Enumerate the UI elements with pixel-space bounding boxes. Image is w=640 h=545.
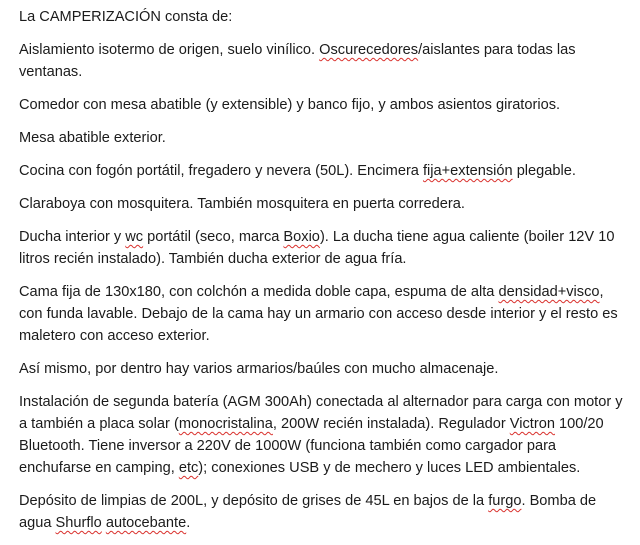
spellcheck-flagged-word: Boxio xyxy=(283,229,320,245)
text-segment: La CAMPERIZACIÓN consta de: xyxy=(19,9,233,25)
text-segment: Así mismo, por dentro hay varios armarios/baúles con mucho almacenaje. xyxy=(19,361,499,377)
paragraph xyxy=(19,39,631,83)
spellcheck-flagged-word: densidad+visco xyxy=(498,284,600,300)
document-heading xyxy=(19,6,631,28)
text-segment: , con funda lavable. Debajo de la cama hay un armario con acceso desde interior y el resto es maletero con acceso exterior. xyxy=(19,284,618,344)
paragraph xyxy=(19,193,631,215)
text-segment: , 200W recién instalada). Regulador xyxy=(272,416,510,432)
paragraph xyxy=(19,358,631,380)
text-segment: Comedor con mesa abatible (y extensible) y banco fijo, y ambos asientos giratorios. xyxy=(19,97,561,113)
text-segment: 100/20 Bluetooth. Tiene inversor a 220V de 1000W (funciona también como cargador para enchufarse en camping, xyxy=(19,416,604,476)
text-segment: ); conexiones USB y de mechero y luces LED ambientales. xyxy=(198,460,581,476)
text-segment: plegable. xyxy=(512,163,576,179)
text-segment: /aislantes para todas las ventanas. xyxy=(19,42,576,80)
spellcheck-flagged-word: Shurflo xyxy=(55,515,102,531)
document-body xyxy=(19,6,631,545)
text-segment: Mesa abatible exterior. xyxy=(19,130,166,146)
text-segment: . xyxy=(186,515,191,531)
spellcheck-flagged-word: etc xyxy=(178,460,199,476)
text-segment: Ducha interior y xyxy=(19,229,126,245)
paragraph xyxy=(19,94,631,116)
text-segment: . Bomba de agua xyxy=(19,493,597,531)
text-segment: Depósito de limpias de 200L, y depósito de grises de 45L en bajos de la xyxy=(19,493,489,509)
paragraph xyxy=(19,281,631,347)
paragraph xyxy=(19,127,631,149)
text-segment: Instalación de segunda batería (AGM 300Ah) conectada al alternador para carga con motor y a también a placa solar ( xyxy=(19,394,623,432)
text-segment: portátil (seco, marca xyxy=(143,229,284,245)
spellcheck-flagged-word: monocristalina xyxy=(178,416,273,432)
text-segment: Claraboya con mosquitera. También mosquitera en puerta corredera. xyxy=(19,196,465,212)
text-segment: ). La ducha tiene agua caliente (boiler 12V 10 litros recién instalado). También ducha exterior de agua fría. xyxy=(19,229,615,267)
spellcheck-flagged-word: fija+extensión xyxy=(422,163,513,179)
text-segment: Cama fija de 130x180, con colchón a medida doble capa, espuma de alta xyxy=(19,284,499,300)
spellcheck-flagged-word: wc xyxy=(125,229,144,245)
text-segment: Cocina con fogón portátil, fregadero y nevera (50L). Encimera xyxy=(19,163,423,179)
paragraph xyxy=(19,160,631,182)
spellcheck-flagged-word: furgo xyxy=(488,493,522,509)
spellcheck-flagged-word: Oscurecedores xyxy=(319,42,419,58)
paragraph xyxy=(19,226,631,270)
spellcheck-flagged-word: autocebante xyxy=(105,515,187,531)
text-segment: Aislamiento isotermo de origen, suelo vinílico. xyxy=(19,42,320,58)
paragraph xyxy=(19,391,631,479)
paragraph xyxy=(19,490,631,534)
spellcheck-flagged-word: Victron xyxy=(509,416,555,432)
